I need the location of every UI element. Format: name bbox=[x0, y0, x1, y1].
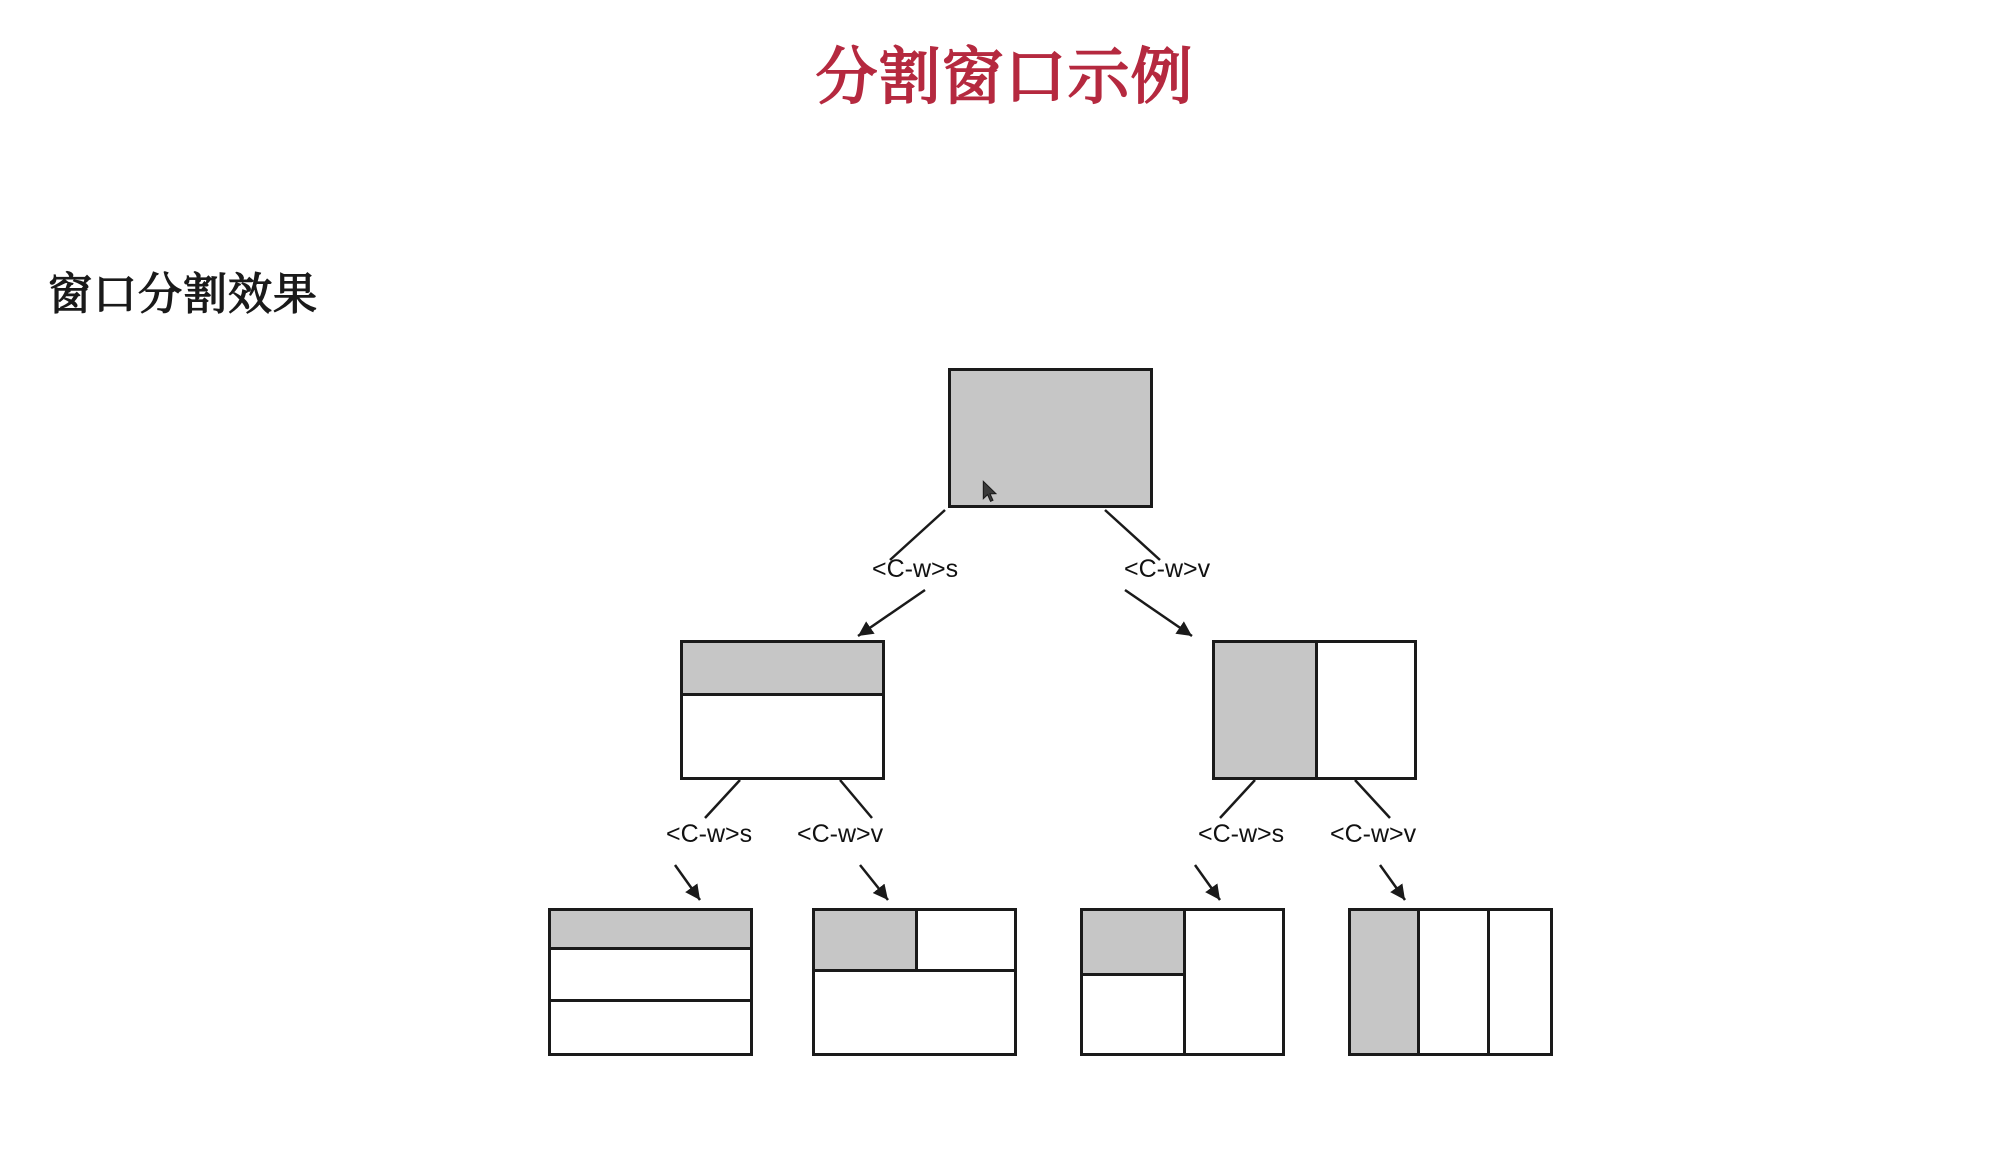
section-heading: 窗口分割效果 bbox=[48, 270, 318, 319]
window-horizontal-split-again bbox=[548, 908, 753, 1056]
edge-label-root-split-vertical: <C-w>v bbox=[1124, 555, 1211, 583]
edge-label-root-split-horizontal: <C-w>s bbox=[872, 555, 959, 583]
edge-label-left-split-horizontal: <C-w>s bbox=[666, 820, 753, 848]
pane-row3 bbox=[551, 999, 750, 1053]
pane-row2 bbox=[551, 947, 750, 999]
mouse-cursor-icon bbox=[981, 480, 999, 504]
pane-active-left bbox=[1215, 643, 1315, 777]
window-vertical-then-horizontal bbox=[1080, 908, 1285, 1056]
window-vertical-split-again bbox=[1348, 908, 1553, 1056]
pane-active-top bbox=[683, 643, 882, 693]
edge-label-right-split-vertical: <C-w>v bbox=[1330, 820, 1417, 848]
pane-bottom bbox=[683, 693, 882, 777]
pane-active-top-left bbox=[815, 911, 915, 969]
pane-bottom-full bbox=[815, 969, 1014, 1053]
pane-active-left-top bbox=[1083, 911, 1183, 973]
pane-active-row1 bbox=[551, 911, 750, 947]
pane-active-col1 bbox=[1351, 911, 1417, 1053]
window-vertical-split bbox=[1212, 640, 1417, 780]
pane-col3 bbox=[1487, 911, 1550, 1053]
window-single bbox=[948, 368, 1153, 508]
pane-col2 bbox=[1417, 911, 1487, 1053]
pane-right-full bbox=[1183, 911, 1282, 1053]
edge-label-left-split-vertical: <C-w>v bbox=[797, 820, 884, 848]
pane-right bbox=[1315, 643, 1414, 777]
window-horizontal-split bbox=[680, 640, 885, 780]
edge-label-right-split-horizontal: <C-w>s bbox=[1198, 820, 1285, 848]
window-horizontal-then-vertical bbox=[812, 908, 1017, 1056]
pane-top-right bbox=[915, 911, 1014, 969]
page-title: 分割窗口示例 bbox=[815, 43, 1194, 112]
pane-left-bottom bbox=[1083, 973, 1183, 1053]
